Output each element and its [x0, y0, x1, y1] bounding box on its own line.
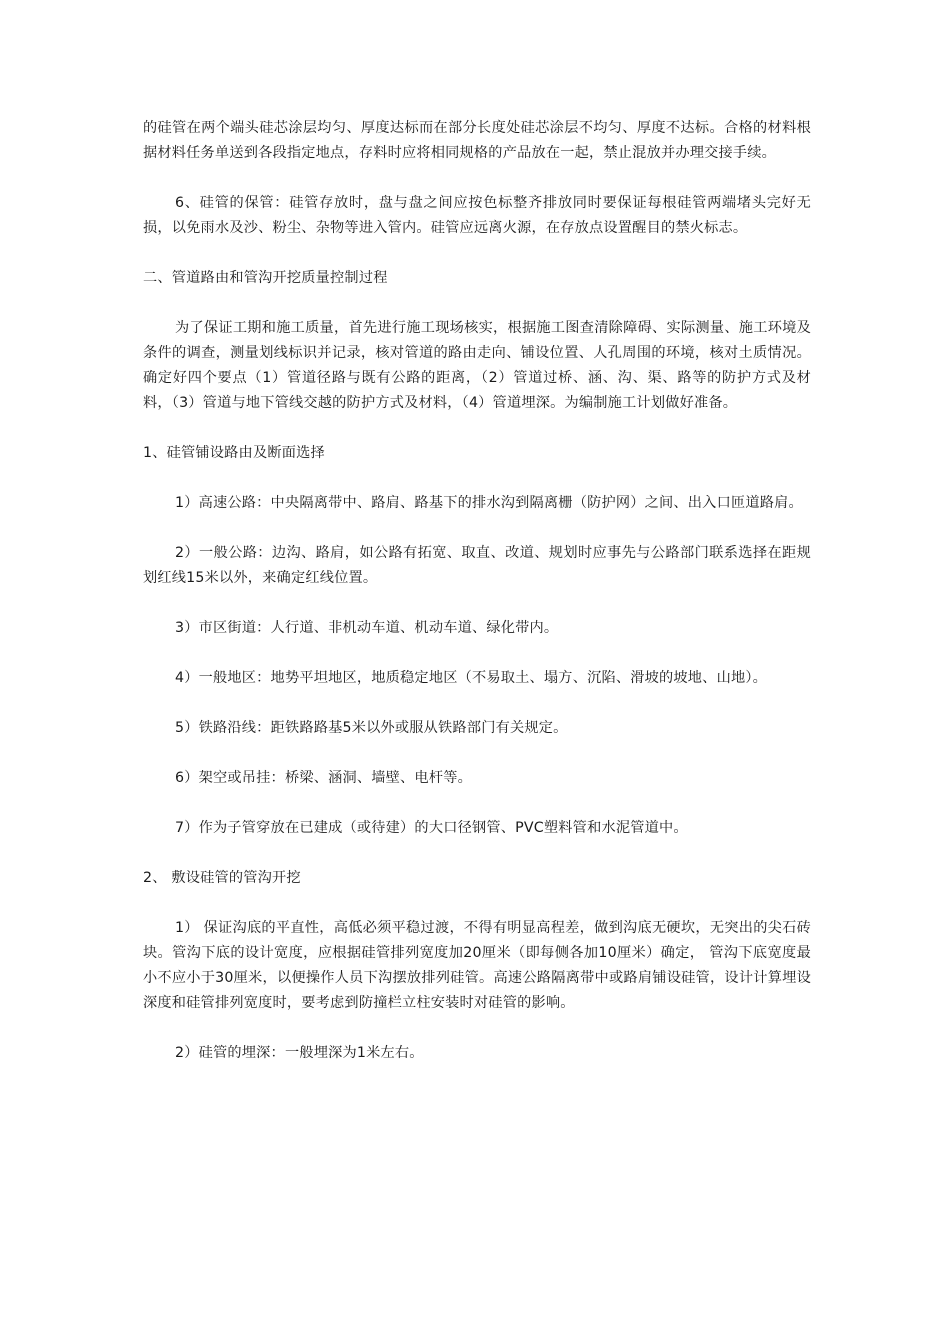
list-item-expressway: 1）高速公路：中央隔离带中、路肩、路基下的排水沟到隔离栅（防护网）之间、出入口匝道路肩。 [175, 495, 803, 511]
list-item-railway: 5）铁路沿线：距铁路路基5米以外或服从铁路部门有关规定。 [175, 720, 568, 736]
paragraph-site-survey: 为了保证工期和施工质量，首先进行施工现场核实，根据施工图查清除障碍、实际测量、施工环境及条件的调查，测量划线标识并记录，核对管道的路由走向、铺设位置、人孔周围的环境，核对土质情况。确定好四个要点（1）管道径路与既有公路的距离，（2）管道过桥、涵、沟、渠、路等的防护方式及材料，（3）管道与地下管线交越的防护方式及材料，（4）管道埋深。为编制施工计划做好准备。 [143, 320, 811, 411]
section-heading-route-trench: 二、管道路由和管沟开挖质量控制过程 [143, 270, 388, 286]
list-item-trench-bottom: 1） 保证沟底的平直性，高低必须平稳过渡，不得有明显高程差，做到沟底无硬坎，无突出的尖石砖块。管沟下底的设计宽度，应根据硅管排列宽度加20厘米（即每侧各加10厘米）确定， 管沟下底宽度最小不应小于30厘米，以便操作人员下沟摆放排列硅管。高速公路隔离带中或路肩铺设硅管，设计计算埋设深度和硅管排列宽度时，要考虑到防撞栏立柱安装时对硅管的影响。 [143, 920, 811, 1011]
list-item-general-area: 4）一般地区：地势平坦地区，地质稳定地区（不易取土、塌方、沉陷、滑坡的坡地、山地）。 [175, 670, 768, 686]
paragraph-material-acceptance: 的硅管在两个端头硅芯涂层均匀、厚度达标而在部分长度处硅芯涂层不均匀、厚度不达标。合格的材料根据材料任务单送到各段指定地点，存料时应将相同规格的产品放在一起，禁止混放并办理交接手续。 [143, 120, 811, 161]
list-item-city-street: 3）市区街道：人行道、非机动车道、机动车道、绿化带内。 [175, 620, 559, 636]
subsection-heading-route-selection: 1、硅管铺设路由及断面选择 [143, 445, 325, 461]
document-body [143, 116, 811, 1066]
list-item-aerial: 6）架空或吊挂：桥梁、涵洞、墙壁、电杆等。 [175, 770, 472, 786]
list-item-sub-duct: 7）作为子管穿放在已建成（或待建）的大口径钢管、PVC塑料管和水泥管道中。 [175, 820, 688, 836]
paragraph-pipe-storage: 6、硅管的保管：硅管存放时，盘与盘之间应按色标整齐排放同时要保证每根硅管两端堵头完好无损，以免雨水及沙、粉尘、杂物等进入管内。硅管应远离火源，在存放点设置醒目的禁火标志。 [143, 195, 811, 236]
subsection-heading-trench-excavation: 2、 敷设硅管的管沟开挖 [143, 870, 301, 886]
list-item-burial-depth: 2）硅管的埋深：一般埋深为1米左右。 [175, 1045, 424, 1061]
list-item-general-road: 2）一般公路：边沟、路肩，如公路有拓宽、取直、改道、规划时应事先与公路部门联系选择在距规划红线15米以外，来确定红线位置。 [143, 545, 811, 586]
